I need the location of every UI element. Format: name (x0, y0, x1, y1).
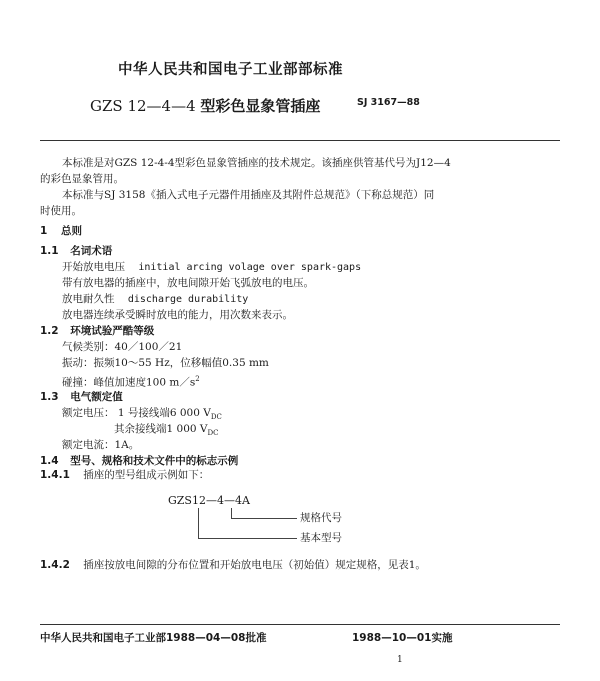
section-1-4-1-number: 1.4.1 (40, 469, 70, 481)
section-1-2-heading (40, 324, 154, 338)
section-1-heading (40, 224, 82, 238)
section-1-4-2 (40, 558, 426, 572)
section-1-3-title: 电气额定值 (70, 391, 123, 403)
basic-model-connector-vertical (198, 508, 199, 538)
header-rule (40, 140, 560, 141)
section-1-title: 总则 (60, 225, 82, 237)
intro-p2-line1: 本标准与SJ 3158《插入式电子元器件用插座及其附件总规范》（下称总规范）同 (62, 189, 435, 201)
term2-en: discharge durability (127, 294, 249, 305)
approval-date: 中华人民共和国电子工业部1988—04—08批准 (40, 632, 267, 644)
rated-current: 额定电流：1A。 (62, 439, 140, 451)
section-1-4-1-text: 插座的型号组成示例如下： (83, 469, 210, 481)
term2-cn: 放电耐久性 (62, 293, 115, 305)
document-title (90, 95, 320, 116)
spec-code-connector-vertical (231, 508, 232, 518)
section-1-2-number: 1.2 (40, 325, 59, 337)
impact-exponent: 2 (195, 375, 200, 383)
section-1-4-1 (40, 468, 209, 482)
model-example: GZS12—4—4A (168, 494, 250, 507)
page-number: 1 (397, 655, 403, 665)
effective-date: 1988—10—01实施 (352, 632, 453, 644)
impact-text: 碰撞：峰值加速度100 m／s (62, 376, 196, 389)
section-1-3-heading (40, 390, 123, 404)
section-1-4-heading (40, 454, 238, 468)
section-1-2-title: 环境试验严酷等级 (70, 325, 155, 337)
section-1-number: 1 (40, 225, 48, 237)
basic-model-label: 基本型号 (300, 532, 342, 544)
basic-model-leader-line (198, 538, 297, 539)
term2 (62, 292, 248, 307)
section-1-3-number: 1.3 (40, 391, 59, 403)
section-1-4-2-text: 插座按放电间隙的分布位置和开始放电电压（初始值）规定规格，见表1。 (83, 559, 426, 571)
spec-code-label: 规格代号 (300, 512, 342, 524)
issuing-authority-heading: 中华人民共和国电子工业部部标准 (118, 62, 343, 78)
term1-en: initial arcing volage over spark-gaps (138, 262, 362, 273)
title-model: GZS 12—4—4 (90, 97, 196, 115)
section-1-4-title: 型号、规格和技术文件中的标志示例 (70, 455, 239, 467)
term2-definition: 放电器连续承受瞬时放电的能力，用次数来表示。 (62, 309, 293, 321)
intro-p1-line1: 本标准是对GZS 12-4-4型彩色显象管插座的技术规定。该插座供管基代号为J12—4 (62, 157, 451, 169)
term1 (62, 260, 361, 275)
dc-subscript-1: DC (210, 413, 222, 422)
section-1-4-2-number: 1.4.2 (40, 559, 70, 571)
rated-voltage-label: 额定电压： (62, 407, 115, 419)
standard-number: SJ 3167—88 (357, 97, 420, 108)
rated-voltage-other-terminals: 其余接线端1 000 V (114, 423, 208, 435)
section-1-1-title: 名词术语 (70, 245, 113, 257)
term1-cn: 开始放电电压 (62, 261, 125, 273)
climate-category: 气候类别：40／100／21 (62, 341, 183, 353)
vibration-spec: 振动：振频10～55 Hz，位移幅值0.35 mm (62, 357, 269, 369)
intro-p1-line2: 的彩色显象管用。 (40, 173, 124, 185)
rated-voltage-terminal1: 1 号接线端6 000 V (117, 407, 211, 419)
section-1-4-number: 1.4 (40, 455, 59, 467)
title-name: 型彩色显象管插座 (200, 97, 321, 115)
intro-p2-line2: 时使用。 (40, 205, 82, 217)
dc-subscript-2: DC (207, 429, 219, 438)
footer-rule (40, 624, 560, 625)
impact-spec (62, 372, 200, 390)
spec-code-leader-line (231, 518, 297, 519)
section-1-1-number: 1.1 (40, 245, 59, 257)
term1-definition: 带有放电器的插座中，放电间隙开始飞弧放电的电压。 (62, 277, 314, 289)
section-1-1-heading (40, 244, 112, 258)
